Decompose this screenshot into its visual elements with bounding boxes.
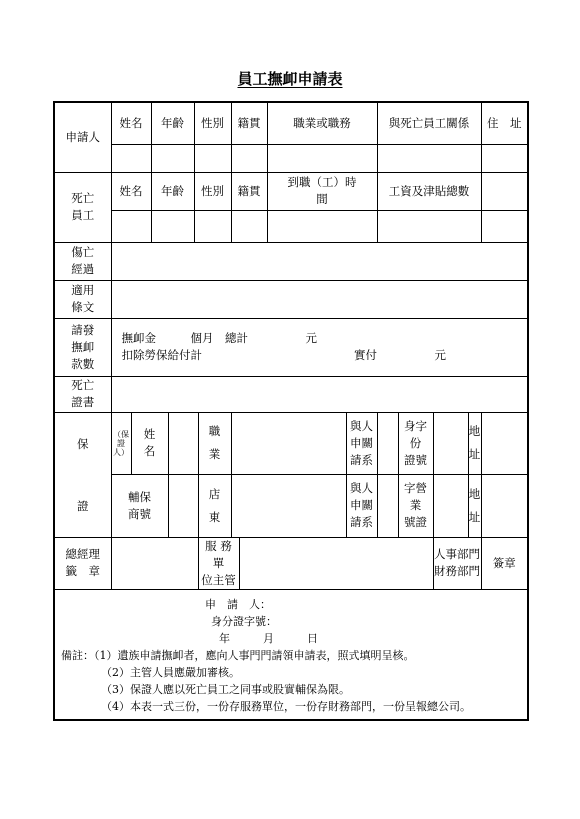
applicant-hometown-header: 籍貫 xyxy=(231,102,267,144)
guarantor-id-label: 身字 份 證號 xyxy=(398,412,433,475)
injury-field[interactable] xyxy=(111,242,528,280)
gm-label: 總經理 籤 章 xyxy=(54,537,111,589)
notes-id-no: 身分證字號： xyxy=(211,614,277,628)
guarantor-job-label: 職 業 xyxy=(198,412,231,475)
notes-date: 年 月 日 xyxy=(219,631,318,645)
applicant-label: 申請人 xyxy=(54,102,111,172)
deceased-salary-header: 工資及津貼總數 xyxy=(377,172,481,210)
certificate-label: 死亡 證書 xyxy=(54,376,111,412)
notes-item-3: （3）保證人應以死亡員工之同事或股實輔保為限。 xyxy=(101,682,350,696)
certificate-field[interactable] xyxy=(111,376,528,412)
page-title: 員工撫卹申請表 xyxy=(237,70,343,88)
applicant-occupation-field[interactable] xyxy=(267,144,377,172)
deceased-blank-header[interactable] xyxy=(481,172,528,210)
deceased-arrival-header: 到職（工）時 間 xyxy=(267,172,377,210)
guarantor-name-label: 姓 名 xyxy=(131,412,168,475)
applicant-address-field[interactable] xyxy=(481,144,528,172)
notes-item-2: （2）主管人員應嚴加審核。 xyxy=(101,665,240,679)
applicant-hometown-field[interactable] xyxy=(231,144,267,172)
notes-section xyxy=(54,589,528,720)
deceased-label: 死亡 員工 xyxy=(54,172,111,242)
law-label: 適用 條文 xyxy=(54,280,111,318)
guarantor-relation-field-2[interactable] xyxy=(377,475,398,538)
payment-line-2: 扣除勞保給付計 實付 元 xyxy=(121,348,446,362)
guarantor-relation-label-2: 與人 申關 請系 xyxy=(346,475,377,538)
guarantor-shop-label: 輔保 商號 xyxy=(111,475,168,538)
injury-label: 傷亡 經過 xyxy=(54,242,111,280)
notes-item-1: 備註：（1）遺族申請撫卹者，應向人事門門請領申請表，照式填明呈核。 xyxy=(61,648,415,662)
applicant-gender-field[interactable] xyxy=(194,144,231,172)
guarantor-name-small-label: （保證人） xyxy=(111,412,131,475)
guarantor-address-field[interactable] xyxy=(481,412,528,475)
payment-label: 請發 撫卹 款數 xyxy=(54,318,111,376)
applicant-relation-header: 與死亡員工關係 xyxy=(377,102,481,144)
applicant-name-field[interactable] xyxy=(111,144,151,172)
applicant-age-field[interactable] xyxy=(151,144,194,172)
deceased-gender-header: 性別 xyxy=(194,172,231,210)
deceased-hometown-header: 籍貫 xyxy=(231,172,267,210)
deceased-hometown-field[interactable] xyxy=(231,210,267,242)
gm-sign-field[interactable] xyxy=(111,537,198,589)
notes-item-4: （4）本表一式三份，一份存服務單位，一份存財務部門，一份呈報總公司。 xyxy=(101,699,471,713)
unit-head-field[interactable] xyxy=(239,537,433,589)
guarantor-license-label: 字營 業 號證 xyxy=(398,475,433,538)
notes-applicant: 申 請 人： xyxy=(205,597,271,611)
law-field[interactable] xyxy=(111,280,528,318)
guarantor-relation-label: 與人 申關 請系 xyxy=(346,412,377,475)
guarantor-name-field[interactable] xyxy=(168,412,198,475)
guarantor-id-field[interactable] xyxy=(433,412,468,475)
deceased-age-header: 年齡 xyxy=(151,172,194,210)
unit-head-label: 服 務 單 位主管 xyxy=(198,537,239,589)
applicant-gender-header: 性別 xyxy=(194,102,231,144)
guarantor-shop-field[interactable] xyxy=(168,475,198,538)
guarantor-label: 保 證 xyxy=(54,412,111,537)
applicant-address-header: 住 址 xyxy=(481,102,528,144)
guarantor-owner-field[interactable] xyxy=(231,475,346,538)
deceased-name-header: 姓名 xyxy=(111,172,151,210)
guarantor-address-label-2: 地 址 xyxy=(468,475,481,538)
guarantor-owner-label: 店 東 xyxy=(198,475,231,538)
deceased-salary-field[interactable] xyxy=(377,210,481,242)
deceased-gender-field[interactable] xyxy=(194,210,231,242)
applicant-occupation-header: 職業或職務 xyxy=(267,102,377,144)
deceased-arrival-field[interactable] xyxy=(267,210,377,242)
guarantor-job-field[interactable] xyxy=(231,412,346,475)
applicant-age-header: 年齡 xyxy=(151,102,194,144)
payment-line-1: 撫卹金 個月 總計 元 xyxy=(121,331,317,345)
deceased-blank-field[interactable] xyxy=(481,210,528,242)
pension-application-form xyxy=(53,101,529,721)
guarantor-address-label: 地 址 xyxy=(468,412,481,475)
guarantor-relation-field[interactable] xyxy=(377,412,398,475)
deceased-name-field[interactable] xyxy=(111,210,151,242)
guarantor-license-field[interactable] xyxy=(433,475,468,538)
applicant-relation-field[interactable] xyxy=(377,144,481,172)
payment-field[interactable] xyxy=(111,318,528,376)
applicant-name-header: 姓名 xyxy=(111,102,151,144)
guarantor-address-field-2[interactable] xyxy=(481,475,528,538)
hr-finance-label: 人事部門 財務部門 xyxy=(433,537,481,589)
deceased-age-field[interactable] xyxy=(151,210,194,242)
sign-label: 簽章 xyxy=(481,537,528,589)
